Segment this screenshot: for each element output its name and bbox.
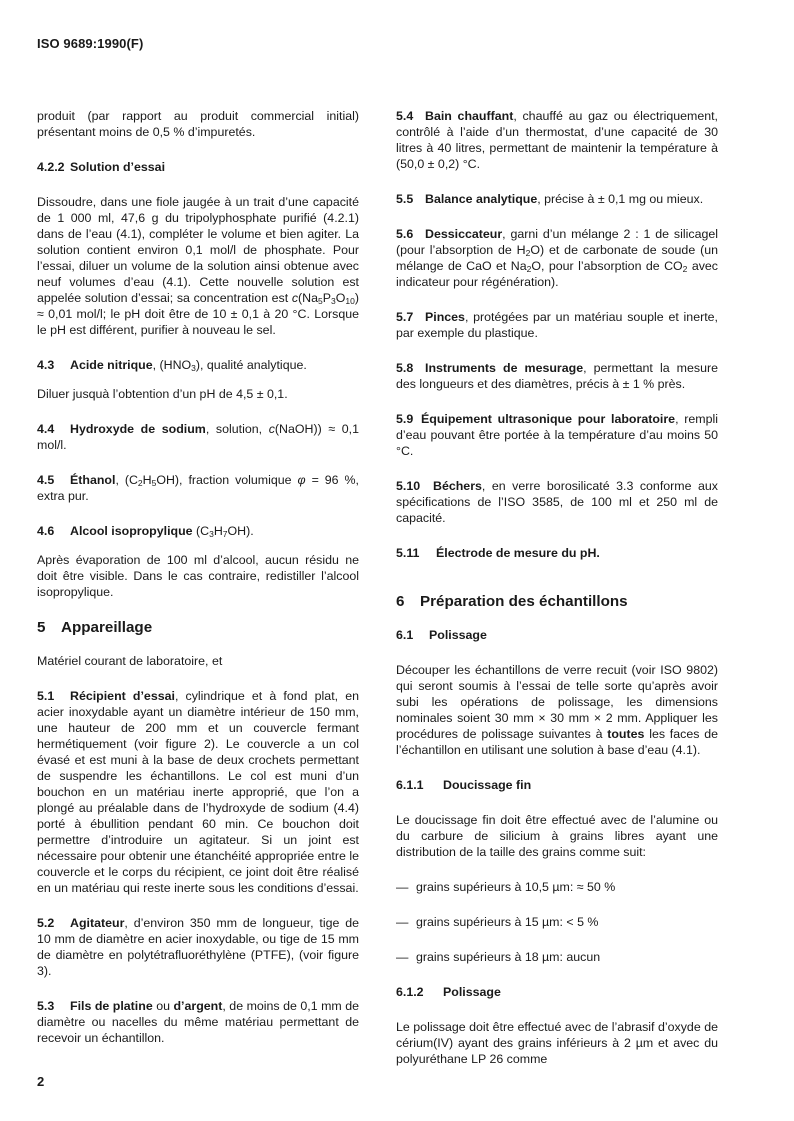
section-title: Appareillage (61, 619, 153, 636)
list-item-text: grains supérieurs à 10,5 µm: ≈ 50 % (416, 880, 616, 894)
section-6-1-2-heading (396, 984, 718, 1000)
section-number: 4.6 (37, 524, 55, 538)
section-5-8 (396, 360, 718, 392)
section-title: Doucissage fin (443, 778, 532, 792)
section-title: Récipient d’essai (70, 689, 175, 703)
body-text: , en verre borosilicaté 3.3 conforme aux spécifications de l’ISO 3585, de 100 ml et 250 ml de capacité. (396, 479, 718, 525)
body-text: , permettant la mesure des longueurs et des diamètres, précis à ± 1 % près. (396, 361, 718, 391)
section-5-6 (396, 226, 718, 290)
section-5-3 (37, 998, 359, 1046)
section-title: Polissage (429, 628, 487, 642)
list-item (396, 879, 718, 895)
subscript: 5 (318, 296, 323, 306)
section-number: 5 (37, 619, 46, 636)
body-text: , garni d’un mélange 2 : 1 de silicagel (pour l’absorption de H (396, 227, 718, 257)
body-text: Découper les échantillons de verre recuit (voir ISO 9802) qui seront soumis à l’essai de telle sorte qu’après avoir subi les opérations de polissage, les dimensions nominales soient 30 mm × 30 mm × 2 mm. Appliquer les procédures de polissage suivantes à (396, 663, 718, 741)
subscript: 2 (682, 264, 688, 274)
section-title-alt: d’argent (173, 999, 223, 1013)
section-4-4 (37, 421, 359, 453)
section-5-heading (37, 619, 359, 637)
section-4-6-body: Après évaporation de 100 ml d’alcool, aucun résidu ne doit être visible. Dans le cas contraire, redistiller l’alcool isopropylique. (37, 553, 359, 599)
section-number: 6.1.2 (396, 985, 424, 999)
section-4-6-heading (37, 523, 359, 539)
section-6-1-1-heading (396, 777, 718, 793)
body-text: OH), fraction volumique (156, 473, 298, 487)
section-title: Balance analytique (425, 192, 538, 206)
section-number: 5.3 (37, 999, 55, 1013)
formula-part: (C (192, 524, 210, 538)
document-header-id: ISO 9689:1990(F) (37, 36, 144, 51)
emphasis-text: toutes (607, 727, 645, 741)
formula-part: ), qualité analytique. (195, 358, 307, 372)
formula-part: OH). (227, 524, 254, 538)
concentration-symbol: c (268, 422, 275, 436)
dash-bullet: — (396, 915, 409, 929)
section-number: 5.1 (37, 689, 55, 703)
subscript: 2 (526, 264, 532, 274)
body-text: , rempli d’eau pouvant être portée à la température d’au moins 50 °C. (396, 412, 718, 458)
section-5-10 (396, 478, 718, 526)
section-title: Bain chauffant (425, 109, 514, 123)
section-5-7 (396, 309, 718, 341)
section-4-3-body: Diluer jusquà l’obtention d’un pH de 4,5 ± 0,1. (37, 387, 288, 401)
subscript: 3 (209, 529, 214, 539)
body-text: , précise à ± 0,1 mg ou mieux. (537, 192, 704, 206)
section-title: Béchers (433, 479, 482, 493)
section-title: Instruments de mesurage (425, 361, 584, 375)
section-number: 6 (396, 593, 405, 610)
section-title: Hydroxyde de sodium (70, 422, 206, 436)
body-text: les faces de l’échantillon en utilisant une solution à base d’eau (4.1). (396, 727, 718, 757)
list-item (396, 914, 718, 930)
left-column (37, 108, 359, 1046)
section-number: 4.2.2 (37, 160, 65, 174)
formula-part: (Na (298, 291, 319, 305)
section-number: 6.1.1 (396, 778, 424, 792)
section-number: 4.4 (37, 422, 55, 436)
section-number: 5.8 (396, 361, 414, 375)
body-text: , d’environ 350 mm de longueur, tige de 10 mm de diamètre en acier inoxydable, ou tige de 15 mm de diamètre en polytétrafluoréthylène (PTFE), (voir figure 3). (37, 916, 359, 978)
right-column (396, 108, 718, 1067)
section-6-1-2-body: Le polissage doit être effectué avec de l’abrasif d’oxyde de cérium(IV) ayant des grains inférieurs à 2 µm et avec du polyuréthane LP 26 comme (396, 1020, 718, 1066)
section-title: Agitateur (70, 916, 125, 930)
section-5-1 (37, 688, 359, 896)
list-item-text: grains supérieurs à 15 µm: < 5 % (416, 915, 599, 929)
section-number: 5.5 (396, 192, 414, 206)
page-number: 2 (37, 1074, 45, 1089)
subscript: 3 (191, 363, 196, 373)
section-5-9 (396, 411, 718, 459)
section-5-2 (37, 915, 359, 979)
subscript: 3 (331, 296, 336, 306)
section-number: 5.10 (396, 479, 421, 493)
formula-part: H (142, 473, 152, 487)
subscript: 7 (222, 529, 228, 539)
body-text: O) et de carbonate de soude (un mélange de CaO et Na (396, 243, 718, 273)
body-text: 0,01 mol/l; le pH doit être de 10 ± 0,1 à 20 °C. Lorsque le pH est différent, purifier à nouveau le sel. (37, 307, 359, 337)
body-text: O, pour l’absorption de CO (531, 259, 683, 273)
section-number: 5.4 (396, 109, 414, 123)
body-text: , protégées par un matériau souple et inerte, par exemple du plastique. (396, 310, 718, 340)
list-item-text: grains supérieurs à 18 µm: aucun (416, 950, 601, 964)
section-title: Équipement ultrasonique pour laboratoire (421, 412, 676, 426)
section-number: 5.6 (396, 227, 414, 241)
section-number: 5.9 (396, 412, 414, 426)
section-title: Solution d’essai (70, 160, 166, 174)
body-text: ou (152, 999, 174, 1013)
section-title: Électrode de mesure du pH. (436, 546, 600, 560)
body-text: , chauffé au gaz ou électriquement, contrôlé à l’aide d’un thermostat, d’une capacité de 30 litres à 40 litres, permettant de maintenir la température à (50,0 ± 0,2) °C. (396, 109, 718, 171)
section-5-intro: Matériel courant de laboratoire, et (37, 654, 223, 668)
section-5-4 (396, 108, 718, 172)
section-title: Préparation des échantillons (420, 593, 628, 610)
section-5-5 (396, 191, 718, 207)
section-6-1-body (396, 662, 718, 758)
phi-symbol: φ (297, 473, 306, 487)
section-title: Alcool isopropylique (70, 524, 193, 538)
section-title: Éthanol (70, 473, 116, 487)
formula-part: O (335, 291, 346, 305)
section-number: 5.7 (396, 310, 414, 324)
subscript: 10 (345, 296, 355, 306)
section-5-11 (396, 545, 718, 561)
body-text: (NaOH)) ≈ 0,1 mol/l. (37, 422, 359, 452)
formula-part: , (HNO (152, 358, 192, 372)
section-4-3-heading (37, 357, 359, 373)
formula-part: ) ≈ (37, 291, 359, 321)
section-title: Polissage (443, 985, 501, 999)
section-title: Fils de platine (70, 999, 153, 1013)
body-text: avec indicateur pour régénération). (396, 259, 718, 289)
subscript: 5 (151, 478, 157, 488)
section-number: 5.2 (37, 916, 55, 930)
body-text: Dissoudre, dans une fiole jaugée à un trait d’une capacité de 1 000 ml, 47,6 g du tripolyphosphate purifié (4.2.1) dans de l’eau (4.1), compléter le volume et bien agiter. La solution contient environ 0,1 mol/l de phosphate. Pour l’essai, diluer un volume de la solution ainsi obtenue avec neuf volumes d’eau (4.1). Cette nouvelle solution est appelée solution d’essai; sa concentration est (37, 195, 359, 305)
list-item (396, 949, 718, 965)
section-title: Pinces (425, 310, 465, 324)
formula-part: , (C (115, 473, 138, 487)
section-number: 5.11 (396, 546, 420, 560)
formula-part: H (213, 524, 223, 538)
section-6-1-1-body: Le doucissage fin doit être effectué avec de l’alumine ou du carbure de silicium à grains libres ayant une distribution de la taille des grains comme suit: (396, 813, 718, 859)
intro-paragraph: produit (par rapport au produit commercial initial) présentant moins de 0,5 % d’impuretés. (37, 109, 359, 139)
section-title: Acide nitrique (70, 358, 153, 372)
section-title: Dessiccateur (425, 227, 503, 241)
body-text: , solution, (205, 422, 269, 436)
section-4-2-2-heading (37, 159, 359, 175)
section-6-heading (396, 593, 718, 611)
section-number: 4.3 (37, 358, 55, 372)
section-4-2-2-body (37, 194, 359, 338)
section-number: 6.1 (396, 628, 414, 642)
subscript: 2 (525, 248, 531, 258)
formula-part: P (322, 291, 332, 305)
section-4-5 (37, 472, 359, 504)
body-text: = 96 %, extra pur. (37, 473, 359, 503)
section-number: 4.5 (37, 473, 55, 487)
dash-bullet: — (396, 880, 409, 894)
section-6-1-heading (396, 627, 718, 643)
body-text: , de moins de 0,1 mm de diamètre ou nacelles du même matériau permettant de recevoir un échantillon. (37, 999, 360, 1045)
body-text: , cylindrique et à fond plat, en acier inoxydable ayant un diamètre intérieur de 150 mm, une hauteur de 200 mm et un couvercle fermant hermétiquement (voir figure 2). Le couvercle a un col évasé et est muni à la base de deux crochets permettant de suspendre les échantillons. Le col est muni d’un bouchon en un matériau inerte approprié, que l’on a plongé au préalable dans de l’hydroxyde de sodium (4.4) porté à ébullition pendant 60 min. Ce bouchon doit permettre d’introduire un agitateur. Si un joint est nécessaire pour obtenir une étanchéité appropriée entre le couvercle et le corps du récipient, ce joint doit être réalisé en un matériau qui reste inerte sous les conditions d’essai. (37, 689, 360, 895)
dash-bullet: — (396, 950, 409, 964)
concentration-symbol: c (291, 291, 299, 305)
subscript: 2 (137, 478, 143, 488)
